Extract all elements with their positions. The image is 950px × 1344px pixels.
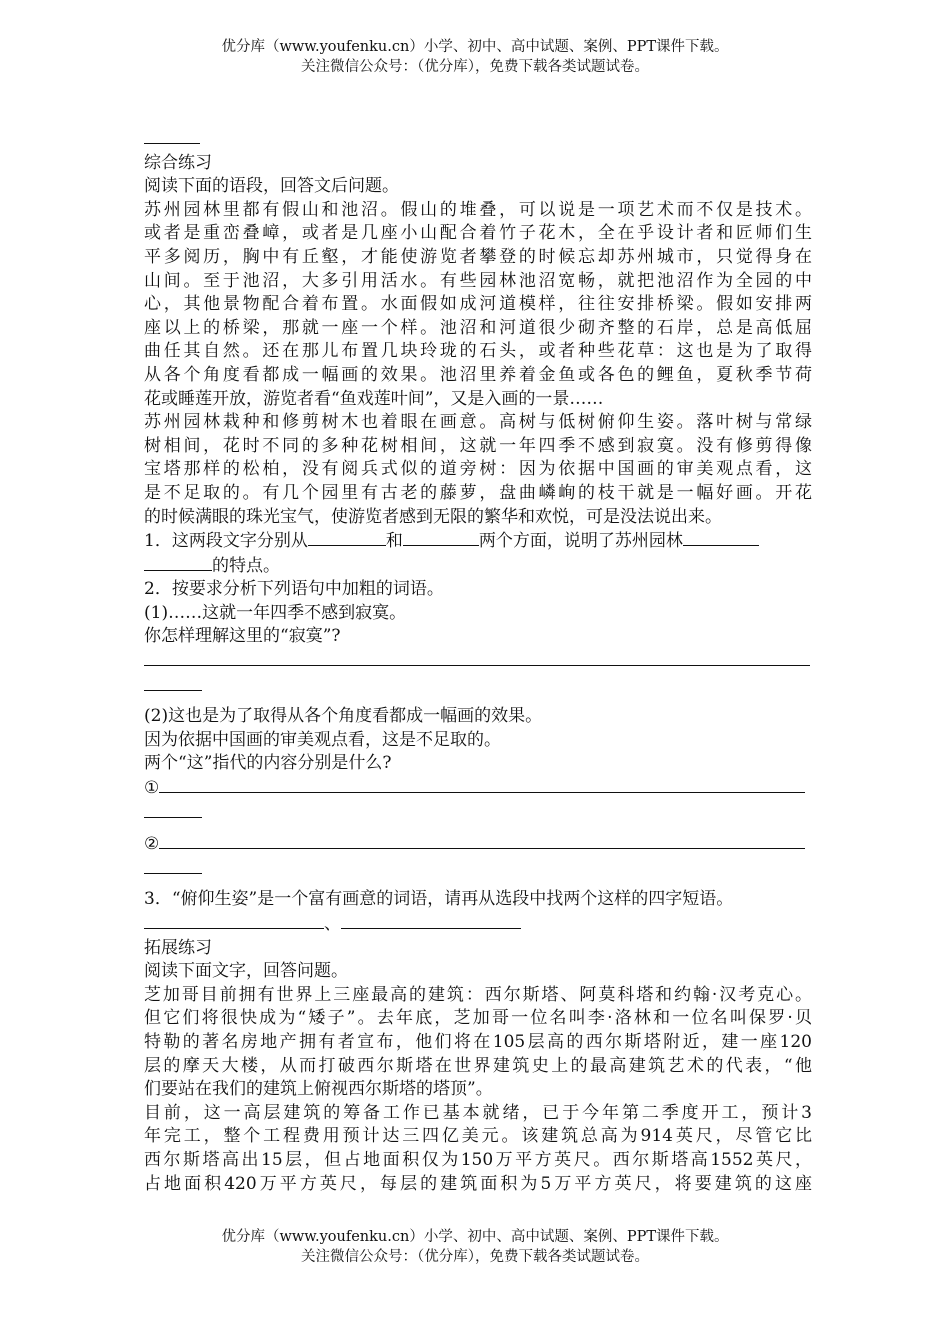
passage1-paragraph2 xyxy=(144,411,812,529)
text-line: 座以上的桥梁，那就一座一个样。池沼和河道很少砌齐整的石岸，总是高低屈 xyxy=(144,317,812,338)
text-line: 花或睡莲开放，游览者看“鱼戏莲叶间”，又是入画的一景…… xyxy=(144,388,604,409)
text-line: 芝加哥目前拥有世界上三座最高的建筑：西尔斯塔、阿莫科塔和约翰·汉考克心。 xyxy=(144,984,812,1005)
text-line: 层的摩天大楼，从而打破西尔斯塔在世界建筑史上的最高建筑艺术的代表，“他 xyxy=(144,1055,812,1076)
question-2-sub1: (1)……这就一年四季不感到寂寞。 xyxy=(144,602,407,623)
footer-line-2: 关注微信公众号：（优分库），免费下载各类试题试卷。 xyxy=(301,1249,649,1265)
question-2-sub2-prompt: 两个“这”指代的内容分别是什么? xyxy=(144,753,392,774)
answer-blank[interactable] xyxy=(144,554,212,571)
question-1-continued: 的特点。 xyxy=(144,554,812,579)
answer-blank[interactable] xyxy=(403,529,479,546)
answer-blank[interactable] xyxy=(341,912,521,929)
text-line: 苏州园林栽种和修剪树木也着眼在画意。高树与低树俯仰生姿。落叶树与常绿 xyxy=(144,412,812,433)
text-line: 或者是重峦叠嶂，或者是几座小山配合着竹子花木，全在乎设计者和匠师们生 xyxy=(144,223,812,244)
footer-line-1: 优分库（www.youfenku.cn）小学、初中、高中试题、案例、PPT课件下载。 xyxy=(221,1229,729,1245)
section2-instruction: 阅读下面文字，回答问题。 xyxy=(144,961,348,982)
answer-line-1[interactable] xyxy=(144,776,812,801)
answer-blank-carryover xyxy=(144,127,812,152)
text-line: 心，其他景物配合着布置。水面假如成河道模样，往往安排桥梁。假如安排两 xyxy=(144,294,812,315)
answer-blank[interactable] xyxy=(683,529,759,546)
section-title-extension: 拓展练习 xyxy=(144,937,212,958)
answer-line-end[interactable] xyxy=(144,674,812,699)
question-2-sub2-a: (2)这也是为了取得从各个角度看都成一幅画的效果。 xyxy=(144,706,543,727)
text-line: 西尔斯塔高出15层，但占地面积仅为150万平方英尺。西尔斯塔高1552英尺， xyxy=(144,1149,812,1170)
section1-instruction: 阅读下面的语段，回答文后问题。 xyxy=(144,176,399,197)
question-2-sub1-prompt: 你怎样理解这里的“寂寞”? xyxy=(144,626,341,647)
text-line: 是不足取的。有几个园里有古老的藤萝，盘曲嶙峋的枝干就是一幅好画。开花 xyxy=(144,482,812,503)
text-line: 曲任其自然。还在那儿布置几块玲珑的石头，或者种些花草：这也是为了取得 xyxy=(144,341,812,362)
text-line: 宝塔那样的松柏，没有阅兵式似的道旁树：因为依据中国画的审美观点看，这 xyxy=(144,459,812,480)
question-2-sub2-b: 因为依据中国画的审美观点看，这是不足取的。 xyxy=(144,729,501,750)
passage2-paragraph1 xyxy=(144,984,812,1102)
answer-line[interactable] xyxy=(144,649,812,674)
text-line: 但它们将很快成为“矮子”。去年底，芝加哥一位名叫李·洛林和一位名叫保罗·贝 xyxy=(144,1008,812,1029)
text-line: 从各个角度看都成一幅画的效果。池沼里养着金鱼或各色的鲤鱼，夏秋季节荷 xyxy=(144,364,812,385)
question-3-answers: 、 xyxy=(144,912,812,937)
text-line: 年完工，整个工程费用预计达三四亿美元。该建筑总高为914英尺，尽管它比 xyxy=(144,1126,812,1147)
answer-line-end[interactable] xyxy=(144,857,812,882)
answer-line-2[interactable] xyxy=(144,832,812,857)
text-line: 目前，这一高层建筑的筹备工作已基本就绪，已于今年第二季度开工，预计3 xyxy=(144,1102,812,1123)
text-line: 树相间，花时不同的多种花树相间，这就一年四季不感到寂寞。没有修剪得像 xyxy=(144,435,812,456)
text-line: 平多阅历，胸中有丘壑，才能使游览者攀登的时候忘却苏州城市，只觉得身在 xyxy=(144,246,812,267)
text-line: 苏州园林里都有假山和池沼。假山的堆叠，可以说是一项艺术而不仅是技术。 xyxy=(144,199,812,220)
question-2-intro: 2．按要求分析下列语句中加粗的词语。 xyxy=(144,579,444,600)
section-title-comprehensive: 综合练习 xyxy=(144,152,212,173)
document-body xyxy=(144,127,812,1196)
circled-two-marker: ② xyxy=(144,834,160,855)
page-header xyxy=(0,37,950,77)
text-line: 占地面积420万平方英尺，每层的建筑面积为5万平方英尺，将要建筑的这座 xyxy=(144,1173,812,1194)
header-line-1: 优分库（www.youfenku.cn）小学、初中、高中试题、案例、PPT课件下载。 xyxy=(221,39,729,55)
answer-line-end[interactable] xyxy=(144,801,812,826)
text-line: 山间。至于池沼，大多引用活水。有些园林池沼宽畅，就把池沼作为全园的中 xyxy=(144,270,812,291)
passage1-paragraph1 xyxy=(144,199,812,411)
passage2-paragraph2 xyxy=(144,1102,812,1196)
circled-one-marker: ① xyxy=(144,778,160,799)
text-line: 们要站在我们的建筑上俯视西尔斯塔的塔顶”。 xyxy=(144,1079,493,1100)
page-footer xyxy=(0,1227,950,1267)
answer-blank[interactable] xyxy=(144,912,324,929)
answer-blank[interactable] xyxy=(308,529,386,546)
header-line-2: 关注微信公众号：（优分库），免费下载各类试题试卷。 xyxy=(301,59,649,75)
text-line: 特勒的著名房地产拥有者宣布，他们将在105层高的西尔斯塔附近，建一座120 xyxy=(144,1031,812,1052)
text-line: 的时候满眼的珠光宝气，使游览者感到无限的繁华和欢悦，可是没法说出来。 xyxy=(144,506,722,527)
question-1: 1．这两段文字分别从 和 两个方面，说明了苏州园林 xyxy=(144,529,812,554)
question-3: 3．“俯仰生姿”是一个富有画意的词语，请再从选段中找两个这样的四字短语。 xyxy=(144,889,734,910)
